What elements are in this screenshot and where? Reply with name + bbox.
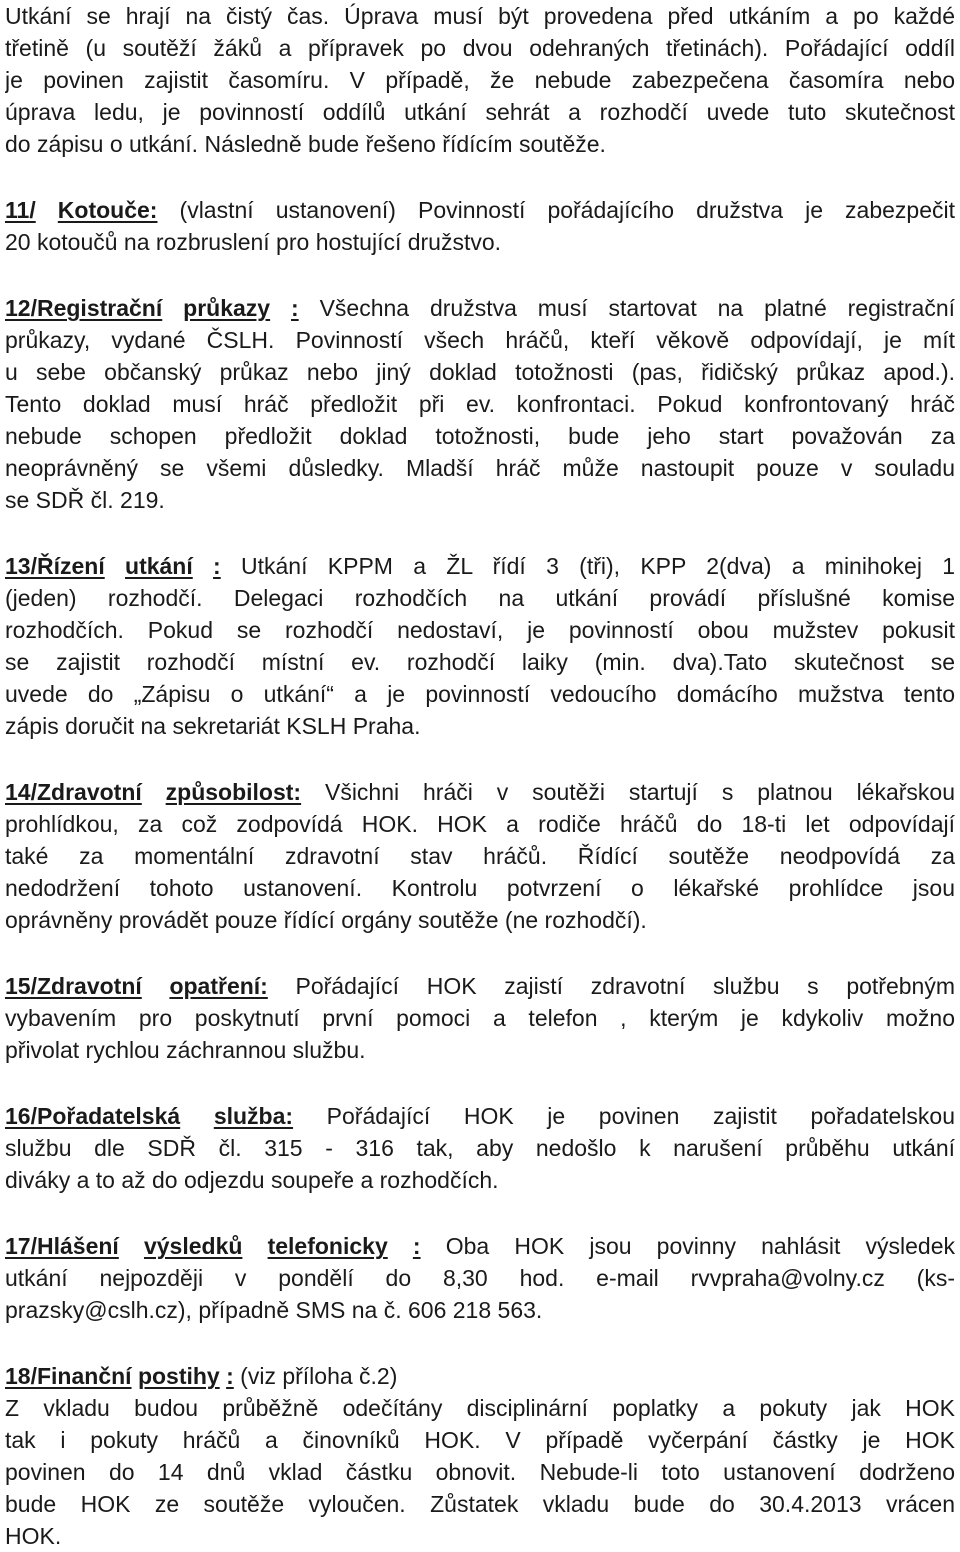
text-line: úprava ledu, je povinností oddílů utkání sehrát a rozhodčí uvede tuto skutečnost <box>5 99 955 125</box>
text-line: zápis doručit na sekretariát KSLH Praha. <box>5 713 421 739</box>
section-text: Všichni hráči v soutěži startují s platnou lékařskou <box>301 779 955 805</box>
text-line: HOK. <box>5 1523 62 1549</box>
text-line: Z vkladu budou průběžně odečítány disciplinární poplatky a pokuty jak HOK <box>5 1395 955 1421</box>
text-line: oprávněny provádět pouze řídící orgány soutěže (ne rozhodčí). <box>5 907 647 933</box>
text-line: povinen do 14 dnů vklad částku obnovit. Nebude-li toto ustanovení dodrženo <box>5 1459 955 1485</box>
section-14 <box>5 776 955 936</box>
text-line: utkání nejpozději v pondělí do 8,30 hod. e-mail rvvpraha@volny.cz (ks- <box>5 1265 955 1291</box>
section-17 <box>5 1230 955 1326</box>
section-text: (vlastní ustanovení) Povinností pořádajícího družstva je zabezpečit <box>157 197 955 223</box>
section-heading-line <box>5 550 955 582</box>
section-title: Pořadatelská <box>36 1103 181 1129</box>
text-line: diváky a to až do odjezdu soupeře a rozhodčích. <box>5 1167 499 1193</box>
text-line: prohlídkou, za což zodpovídá HOK. HOK a rodiče hráčů do 18-ti let odpovídají <box>5 811 955 837</box>
text-line: Tento doklad musí hráč předložit při ev. konfrontaci. Pokud konfrontovaný hráč <box>5 391 955 417</box>
section-number: 18/ <box>5 1363 37 1389</box>
section-18 <box>5 1360 955 1552</box>
text-line: uvede do „Zápisu o utkání“ a je povinností vedoucího domácího mužstva tento <box>5 681 955 707</box>
text-line: nedodržení tohoto ustanovení. Kontrolu potvrzení o lékařské prohlídce jsou <box>5 875 955 901</box>
section-text: Oba HOK jsou povinny nahlásit výsledek <box>420 1233 955 1259</box>
text-line: prazsky@cslh.cz), případně SMS na č. 606 218 563. <box>5 1297 543 1323</box>
section-number: 16/ <box>5 1103 37 1129</box>
section-title: opatření: <box>169 973 268 999</box>
section-title: Kotouče: <box>57 197 158 223</box>
section-heading-line <box>5 776 955 808</box>
section-text: Pořádající HOK zajistí zdravotní službu s potřebným <box>267 973 955 999</box>
section-heading-line <box>5 194 955 226</box>
section-number: 13/ <box>5 553 37 579</box>
section-title: Finanční <box>36 1363 132 1389</box>
section-title: služba: <box>213 1103 294 1129</box>
section-title: postihy <box>137 1363 220 1389</box>
section-title: utkání <box>125 553 193 579</box>
section-title: průkazy <box>183 295 271 321</box>
section-number: 11/ <box>5 197 36 223</box>
text-line: nebude schopen předložit doklad totožnosti, bude jeho start považován za <box>5 423 955 449</box>
text-line: je povinen zajistit časomíru. V případě, že nebude zabezpečena časomíra nebo <box>5 67 955 93</box>
section-title: způsobilost: <box>165 779 302 805</box>
text-line: bude HOK ze soutěže vyloučen. Zůstatek vkladu bude do 30.4.2013 vrácen <box>5 1491 955 1517</box>
text-line: tak i pokuty hráčů a činovníků HOK. V případě vyčerpání částky je HOK <box>5 1427 955 1453</box>
section-title: telefonicky <box>267 1233 388 1259</box>
text-line: vybavením pro poskytnutí první pomoci a telefon , kterým je kdykoliv možno <box>5 1005 955 1031</box>
text-line: u sebe občanský průkaz nebo jiný doklad totožnosti (pas, řidičský průkaz apod.). <box>5 359 955 385</box>
section-number: 14/ <box>5 779 37 805</box>
text-line: se zajistit rozhodčí místní ev. rozhodčí laiky (min. dva).Tato skutečnost se <box>5 649 955 675</box>
text-line: také za momentální zdravotní stav hráčů. Řídící soutěže neodpovídá za <box>5 843 955 869</box>
section-colon: : <box>291 295 299 321</box>
section-number: 12/ <box>5 295 37 321</box>
text-line: do zápisu o utkání. Následně bude řešeno řídícím soutěže. <box>5 131 606 157</box>
section-colon: : <box>213 553 221 579</box>
section-11 <box>5 194 955 258</box>
section-heading-line <box>5 1360 955 1392</box>
text-line: třetině (u soutěží žáků a přípravek po dvou odehraných třetinách). Pořádající oddíl <box>5 35 955 61</box>
section-number: 17/ <box>5 1233 37 1259</box>
section-title: Zdravotní <box>36 973 142 999</box>
text-line: průkazy, vydané ČSLH. Povinností všech hráčů, kteří věkově odpovídají, je mít <box>5 327 955 353</box>
section-title: Zdravotní <box>36 779 142 805</box>
section-heading-line <box>5 1100 955 1132</box>
section-12 <box>5 292 955 516</box>
text-line: neoprávněný se všemi důsledky. Mladší hráč může nastoupit pouze v souladu <box>5 455 955 481</box>
document-page <box>5 0 955 1552</box>
text-line: přivolat rychlou záchrannou službu. <box>5 1037 366 1063</box>
section-15 <box>5 970 955 1066</box>
intro-paragraph <box>5 0 955 160</box>
text-line: službu dle SDŘ čl. 315 - 316 tak, aby nedošlo k narušení průběhu utkání <box>5 1135 955 1161</box>
text-line: 20 kotoučů na rozbruslení pro hostující družstvo. <box>5 229 502 255</box>
section-text: Utkání KPPM a ŽL řídí 3 (tři), KPP 2(dva) a minihokej 1 <box>220 553 955 579</box>
section-title: Registrační <box>36 295 163 321</box>
section-colon: : <box>412 1233 421 1259</box>
section-16 <box>5 1100 955 1196</box>
section-title: Řízení <box>36 553 105 579</box>
text-line: se SDŘ čl. 219. <box>5 487 165 513</box>
section-title: Hlášení <box>36 1233 119 1259</box>
text-line: (jeden) rozhodčí. Delegaci rozhodčích na utkání provádí příslušné komise <box>5 585 955 611</box>
text-line: Utkání se hrají na čistý čas. Úprava musí být provedena před utkáním a po každé <box>5 3 955 29</box>
section-text: Všechna družstva musí startovat na platné registrační <box>298 295 955 321</box>
section-title: výsledků <box>143 1233 243 1259</box>
section-heading-line <box>5 970 955 1002</box>
section-13 <box>5 550 955 742</box>
section-text: Pořádající HOK je povinen zajistit pořadatelskou <box>293 1103 955 1129</box>
section-number: 15/ <box>5 973 37 999</box>
section-heading-line <box>5 292 955 324</box>
section-text: (viz příloha č.2) <box>233 1363 398 1389</box>
section-colon: : <box>226 1363 234 1389</box>
section-heading-line <box>5 1230 955 1262</box>
text-line: rozhodčích. Pokud se rozhodčí nedostaví, je povinností obou mužstev pokusit <box>5 617 955 643</box>
